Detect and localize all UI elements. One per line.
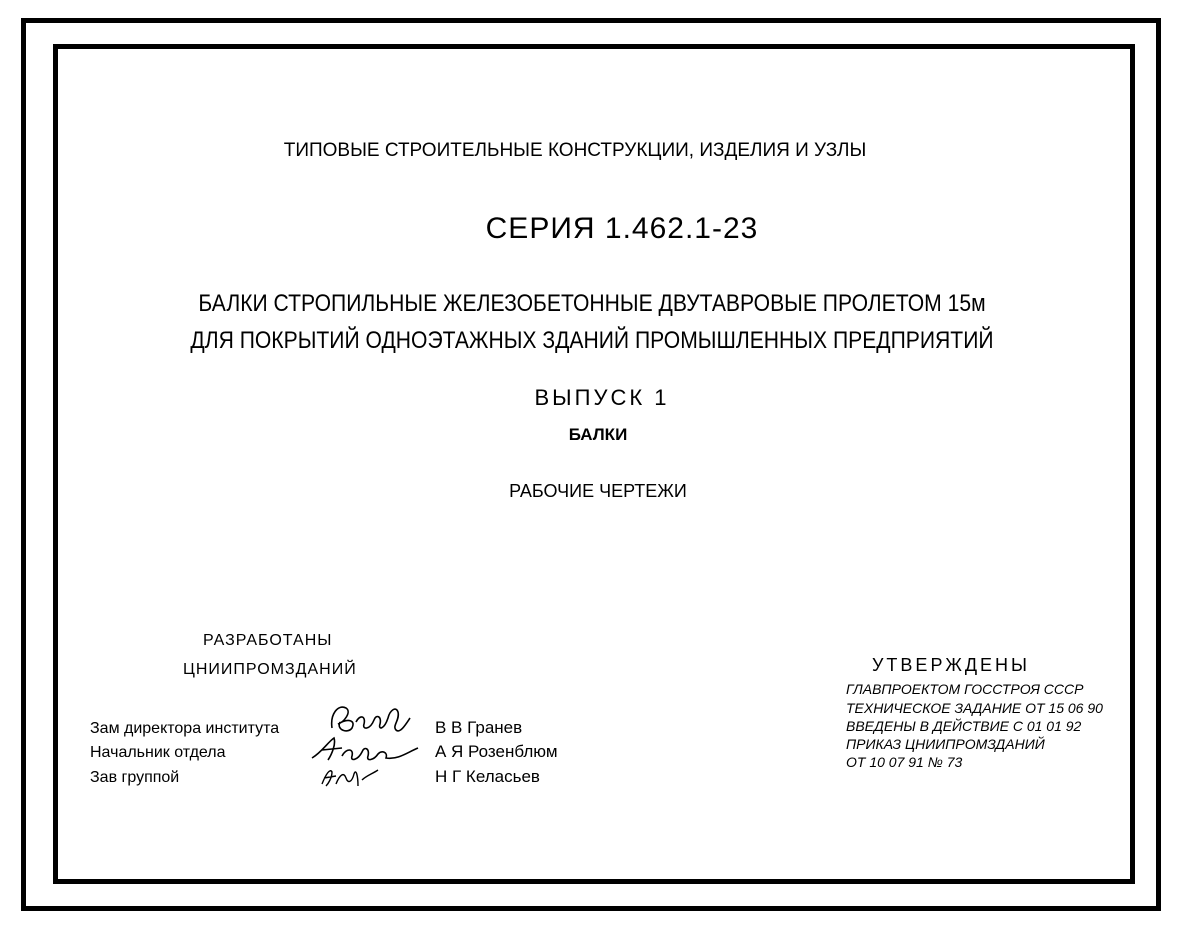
approval-line: ВВЕДЕНЫ В ДЕЙСТВИЕ С 01 01 92 [846,718,1082,734]
approval-line: ГЛАВПРОЕКТОМ ГОССТРОЯ СССР [846,681,1084,697]
signatory-role: Зам директора института [90,720,280,737]
document-type: РАБОЧИЕ ЧЕРТЕЖИ [509,481,687,501]
developed-label: РАЗРАБОТАНЫ [203,632,333,649]
developer-org: ЦНИИПРОМЗДАНИЙ [183,661,357,678]
approval-line: ТЕХНИЧЕСКОЕ ЗАДАНИЕ ОТ 15 06 90 [846,700,1103,716]
subject: БАЛКИ [568,425,628,444]
signatory-role: Начальник отдела [90,744,226,761]
series-header: ТИПОВЫЕ СТРОИТЕЛЬНЫЕ КОНСТРУКЦИИ, ИЗДЕЛИЯ И УЗЛЫ [283,140,867,161]
issue-number: ВЫПУСК 1 [534,385,670,410]
series-number: СЕРИЯ 1.462.1-23 [485,212,759,245]
title-line-2: ДЛЯ ПОКРЫТИЙ ОДНОЭТАЖНЫХ ЗДАНИЙ ПРОМЫШЛЕННЫХ ПРЕДПРИЯТИЙ [190,327,994,354]
signature-2 [308,734,420,764]
signatory-name: А Я Розенблюм [435,742,558,761]
title-line-1: БАЛКИ СТРОПИЛЬНЫЕ ЖЕЛЕЗОБЕТОННЫЕ ДВУТАВРОВЫЕ ПРОЛЕТОМ 15м [198,290,986,317]
signatory-name: В В Гранев [435,718,523,737]
signatory-role: Зав группой [90,769,180,786]
signatory-name: Н Г Келасьев [435,767,540,786]
approval-line: ОТ 10 07 91 № 73 [846,754,963,770]
approval-heading: УТВЕРЖДЕНЫ [872,655,1030,675]
signature-3 [318,764,382,790]
approval-line: ПРИКАЗ ЦНИИПРОМЗДАНИЙ [846,736,1045,752]
